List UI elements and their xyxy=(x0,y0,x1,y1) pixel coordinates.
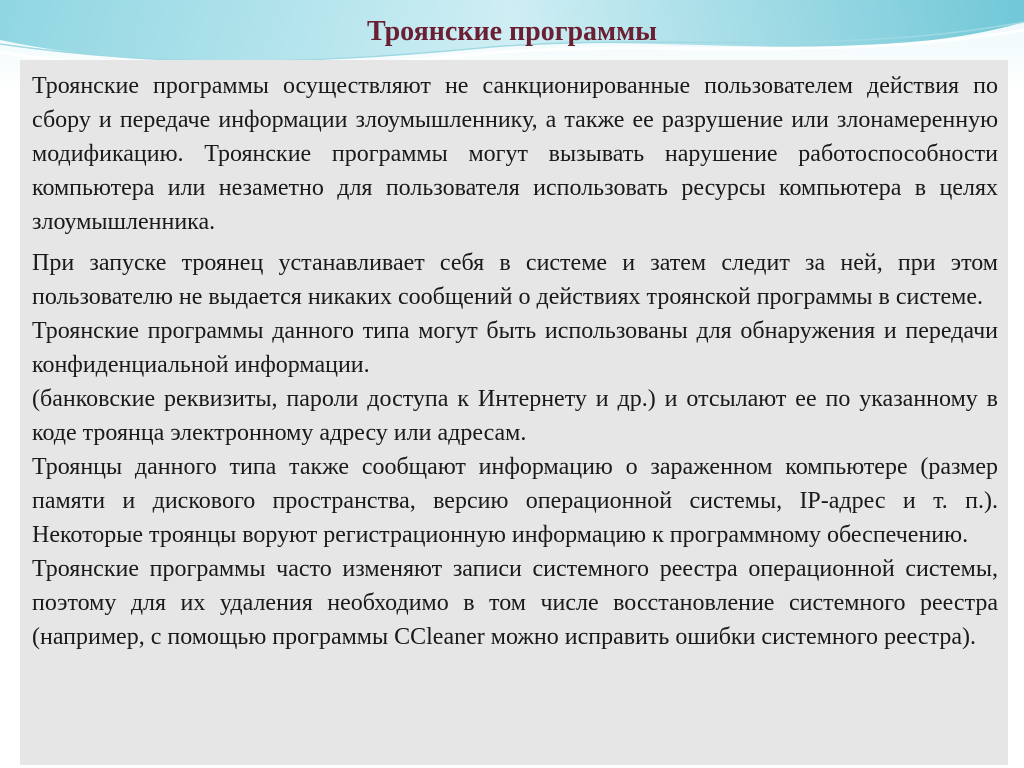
paragraph-registry: Троянские программы часто изменяют записи системного реестра операционной системы, поэтому для их удаления необходимо в том числе восстановление системного реестра (например, с помощью программы CCleaner можно исправить ошибки системного реестра). xyxy=(32,556,998,650)
paragraph-banking: (банковские реквизиты, пароли доступа к Интернету и др.) и отсылают ее по указанному в коде троянца электронному адресу или адресам. xyxy=(32,386,998,446)
body-paragraphs xyxy=(32,246,998,654)
paragraph-system-info: Троянцы данного типа также сообщают информацию о зараженном компьютере (размер памяти и дискового пространства, версию операционной системы, IP-адрес и т. п.). Некоторые троянцы воруют регистрационную информацию к программному обеспечению. xyxy=(32,454,998,548)
intro-paragraph: Троянские программы осуществляют не санкционированные пользователем действия по сбору и передаче информации злоумышленнику, а также ее разрушение или злонамеренную модификацию. Троянские программы могут вызывать нарушение работоспособности компьютера или незаметно для пользователя использовать ресурсы компьютера в целях злоумышленника. xyxy=(32,73,998,235)
paragraph-launch: При запуске троянец устанавливает себя в системе и затем следит за ней, при этом пользователю не выдается никаких сообщений о действиях троянской программы в системе. xyxy=(32,250,998,310)
slide-title: Троянские программы xyxy=(366,16,658,47)
paragraph-detection: Троянские программы данного типа могут быть использованы для обнаружения и передачи конфиденциальной информации. xyxy=(32,318,998,378)
